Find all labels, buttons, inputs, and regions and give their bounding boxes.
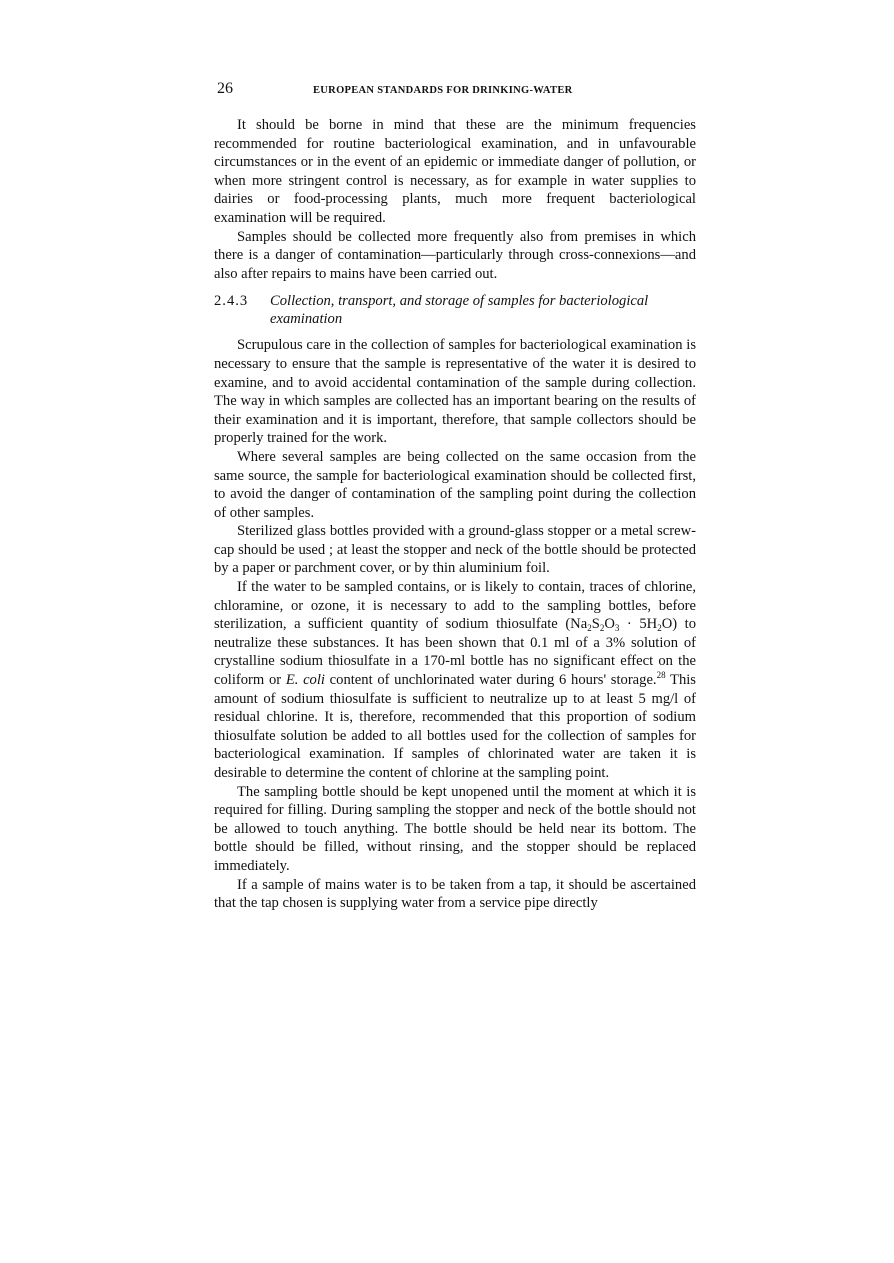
paragraph: Scrupulous care in the collection of samples for bacteriological examination is necessary to ensure that the sample is representative of the water it is desired to examine, and to avoid accidental contamination of the sample during collection. The way in which samples are collected has an important bearing on the results of their examination and it is important, therefore, that sample collectors should be properly trained for the work.: [214, 337, 696, 447]
text-run: If the water to be sampled contains, or is likely to contain, traces of chlorine, chloramine, or ozone, it is necessary to add to the sampling bottles, before sterilization, a sufficient quantity of sodium thiosulfate (Na: [214, 579, 696, 633]
reference-marker: 28: [656, 670, 666, 681]
subscript: 3: [614, 623, 620, 634]
page-number: 26: [217, 80, 233, 97]
text-run: O) to neutralize these substances. It has been shown that 0.1 ml of a 3% solution of crystalline sodium thiosulfate in a 170-ml bottle has no significant effect on the coliform or: [214, 616, 696, 689]
section-heading: [214, 292, 696, 328]
paragraph: The sampling bottle should be kept unopened until the moment at which it is required for filling. During sampling the stopper and neck of the bottle should not be allowed to touch anything. The bottle should be held near its bottom. The bottle should be filled, without rinsing, and the stopper should be replaced immediately.: [214, 783, 696, 874]
paragraph: Sterilized glass bottles provided with a ground-glass stopper or a metal screw-cap should be used ; at least the stopper and neck of the bottle should be protected by a paper or parchment cover, or by thin aluminium foil.: [214, 523, 696, 577]
paragraph: Where several samples are being collected on the same occasion from the same source, the sample for bacteriological examination should be collected first, to avoid the danger of contamination of the sampling point during the collection of other samples.: [214, 448, 696, 521]
paragraph: It should be borne in mind that these are the minimum frequencies recommended for routine bacteriological examination, and in unfavourable circumstances or in the event of an epidemic or immediate danger of pollution, or when more stringent control is necessary, as for example in water supplies to dairies or food-processing plants, much more frequent bacteriological examination will be required.: [214, 117, 696, 226]
text-run: · 5H: [619, 616, 658, 633]
text-block: [214, 116, 696, 913]
paragraph-thiosulfate: [214, 578, 696, 783]
text-run: S: [591, 616, 600, 633]
text-run: O: [604, 616, 615, 633]
subscript: 2: [587, 623, 592, 634]
section-number: 2.4.3: [214, 293, 249, 310]
italic-term: E. coli: [285, 672, 325, 689]
subscript: 2: [599, 623, 605, 634]
running-head: EUROPEAN STANDARDS FOR DRINKING-WATER: [313, 85, 573, 96]
section-title: Collection, transport, and storage of samples for bacteriological examination: [270, 293, 649, 328]
paragraph: If a sample of mains water is to be taken from a tap, it should be ascertained that the tap chosen is supplying water from a service pipe directly: [214, 876, 696, 912]
text-run: This amount of sodium thiosulfate is sufficient to neutralize up to at least 5 mg/l of residual chlorine. It is, therefore, recommended that this proportion of sodium thiosulfate solution be added to all bottles used for the collection of samples for bacteriological examination. If samples of chlorinated water are taken it is desirable to determine the content of chlorine at the sampling point.: [214, 672, 696, 781]
paragraph: Samples should be collected more frequently also from premises in which there is a danger of contamination—particularly through cross-connexions—and also after repairs to mains have been carried out.: [214, 228, 696, 282]
text-run: content of unchlorinated water during 6 hours' storage.: [324, 672, 657, 689]
subscript: 2: [657, 623, 662, 634]
